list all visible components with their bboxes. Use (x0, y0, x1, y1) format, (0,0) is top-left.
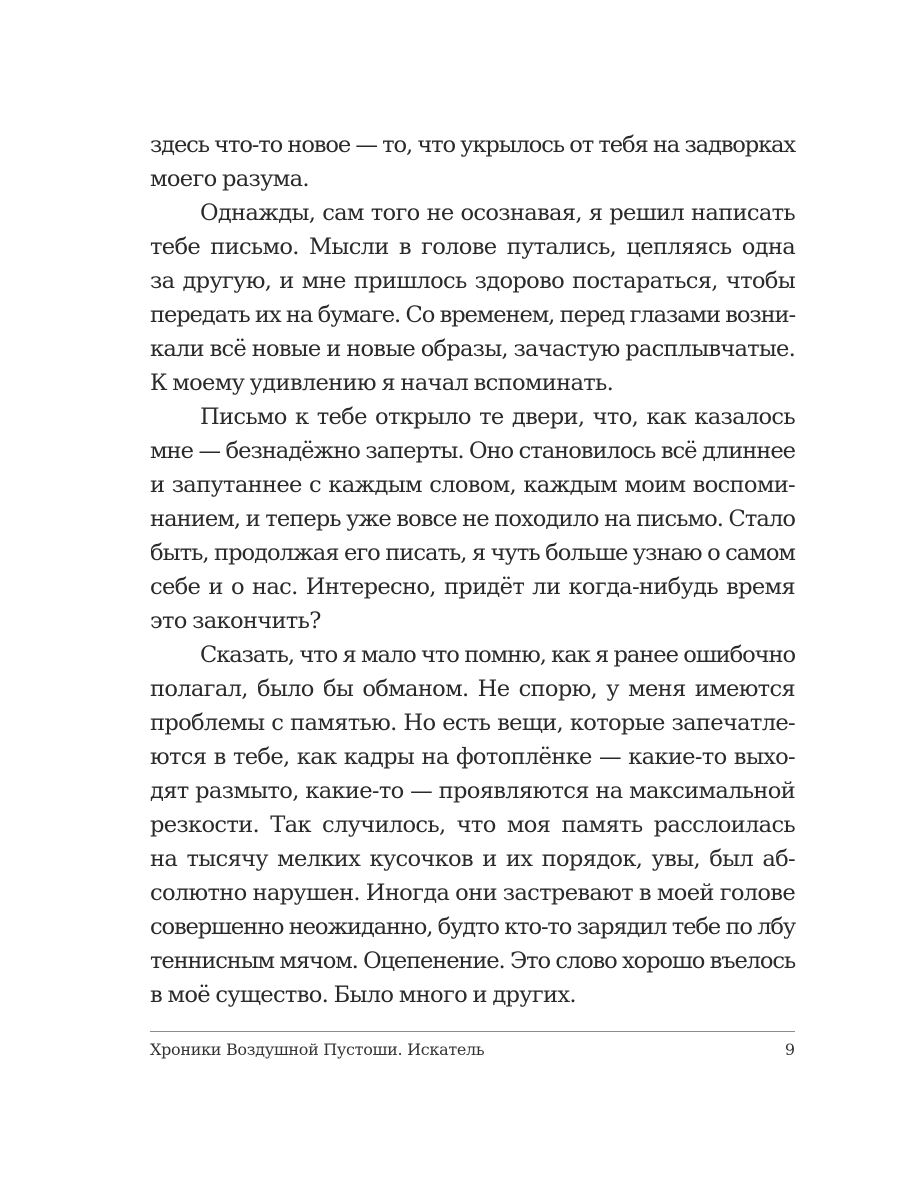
text-line: Однажды, сам того не осознавая, я решил написать (200, 200, 795, 226)
text-line: Сказать, что я мало что помню, как я ранее ошибочно (200, 642, 795, 668)
text-line: Письмо к тебе открыло те двери, что, как казалось (200, 404, 795, 430)
running-title: Хроники Воздушной Пустоши. Искатель (150, 1040, 485, 1059)
text-line: тебе письмо. Мысли в голове путались, цепляясь одна (150, 234, 795, 260)
text-line: передать их на бумаге. Со временем, перед глазами возни- (150, 302, 795, 328)
body-text (150, 128, 795, 1012)
paragraph (150, 196, 795, 400)
text-line: кали всё новые и новые образы, зачастую расплывчатые. (150, 336, 795, 362)
text-line: быть, продолжая его писать, я чуть больше узнаю о самом (150, 540, 795, 566)
text-flow (150, 128, 795, 1012)
text-line: это закончить? (150, 608, 321, 634)
text-line: дят размыто, какие-то — проявляются на максимальной (150, 778, 795, 804)
text-line: здесь что-то новое — то, что укрылось от тебя на задворках (150, 132, 795, 158)
text-line: за другую, и мне пришлось здорово постараться, чтобы (150, 268, 795, 294)
page-number: 9 (784, 1040, 795, 1059)
text-line: ются в тебе, как кадры на фотоплёнке — какие-то выхо- (150, 744, 795, 770)
text-line: на тысячу мелких кусочков и их порядок, увы, был аб- (150, 846, 795, 872)
text-line: моего разума. (150, 166, 309, 192)
paragraph (150, 128, 795, 196)
text-line: резкости. Так случилось, что моя память расслоилась (150, 812, 795, 838)
text-line: полагал, было бы обманом. Не спорю, у меня имеются (150, 676, 795, 702)
text-line: мне — безнадёжно заперты. Оно становилось всё длиннее (150, 438, 795, 464)
text-line: в моё существо. Было много и других. (150, 982, 576, 1008)
text-line: К моему удивлению я начал вспоминать. (150, 370, 614, 396)
footer-divider (150, 1031, 795, 1032)
text-line: совершенно неожиданно, будто кто-то зарядил тебе по лбу (150, 914, 795, 940)
text-line: солютно нарушен. Иногда они застревают в моей голове (150, 880, 795, 906)
paragraph (150, 400, 795, 638)
text-line: нанием, и теперь уже вовсе не походило на письмо. Стало (150, 506, 795, 532)
text-line: и запутаннее с каждым словом, каждым моим воспоми- (150, 472, 795, 498)
text-line: проблемы с памятью. Но есть вещи, которые запечатле- (150, 710, 795, 736)
paragraph (150, 638, 795, 1012)
text-line: себе и о нас. Интересно, придёт ли когда-нибудь время (150, 574, 795, 600)
text-line: теннисным мячом. Оцепенение. Это слово хорошо въелось (150, 948, 795, 974)
